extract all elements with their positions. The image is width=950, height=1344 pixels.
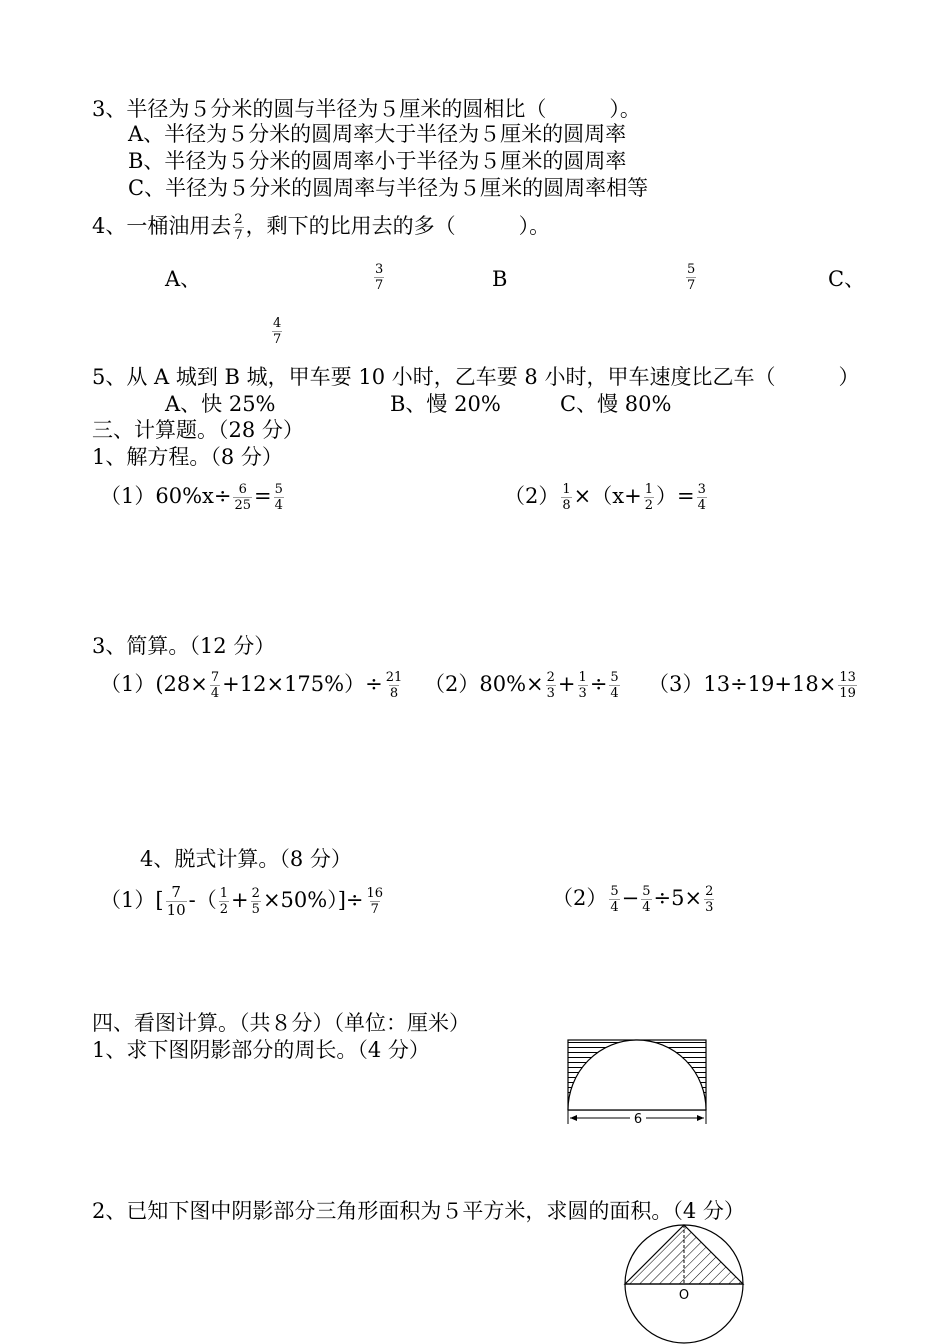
q4-option-a-label: A、 xyxy=(165,267,202,291)
simplify-1: （1）(28× $\frac{7}{4}$ +12×175%）÷ $\frac{21}{8}$ xyxy=(100,670,403,701)
stepwise-1: （1）[ $\frac{7}{10}$ -（ $\frac{1}{2}$ + $\frac{2}{5}$ ×50%）]÷ $\frac{16}{7}$ xyxy=(100,883,384,919)
center-label: O xyxy=(678,1288,690,1303)
figure-circle xyxy=(620,1224,750,1344)
q5-stem: 5、从 A 城到 B 城，甲车要 10 小时，乙车要 8 小时，甲车速度比乙车（ ） xyxy=(92,365,860,389)
q4-option-b-label: B xyxy=(492,267,508,291)
section-4-part-2: 2、已知下图中阴影部分三角形面积为５平方米，求圆的面积。（4 分） xyxy=(92,1199,745,1223)
equation-1: （1）60%x÷ $\frac{6}{25}$ = $\frac{5}{4}$ xyxy=(100,482,283,513)
section-3-part-1: 1、解方程。（8 分） xyxy=(92,445,283,469)
q4-stem xyxy=(92,212,550,243)
q3-option-b: B、半径为５分米的圆周率小于半径为５厘米的圆周率 xyxy=(128,149,627,173)
section-4-part-1: 1、求下图阴影部分的周长。（4 分） xyxy=(92,1038,430,1062)
q4-stem-post: ，剩下的比用去的多（ ）。 xyxy=(245,214,551,238)
section-3-part-4: 4、脱式计算。（8 分） xyxy=(140,847,352,871)
q3-option-c: C、半径为５分米的圆周率与半径为５厘米的圆周率相等 xyxy=(128,176,649,200)
q4-option-a-fraction: $\frac{3}{7}$ xyxy=(375,262,384,293)
q5-option-b: B、慢 20% xyxy=(390,392,501,416)
q5-option-a: A、快 25% xyxy=(165,392,276,416)
simplify-2: （2）80%× $\frac{2}{3}$ + $\frac{1}{3}$ ÷ $\frac{5}{4}$ xyxy=(424,670,619,701)
figure-semicircle xyxy=(560,1030,720,1130)
dimension-label: 6 xyxy=(633,1112,643,1127)
section-4-title: 四、看图计算。（共８分）（单位：厘米） xyxy=(92,1011,470,1035)
equation-2: （2） $\frac{1}{8}$ ×（x+ $\frac{1}{2}$ ）= $\frac{3}{4}$ xyxy=(504,482,706,513)
q3-stem: 3、半径为５分米的圆与半径为５厘米的圆相比（ ）。 xyxy=(92,97,641,121)
section-3-title: 三、计算题。（28 分） xyxy=(92,418,304,442)
q4-option-c-fraction: $\frac{4}{7}$ xyxy=(273,316,282,347)
simplify-3: （3）13÷19+18× $\frac{13}{19}$ xyxy=(648,670,856,701)
q4-option-c-label: C、 xyxy=(828,267,866,291)
q3-option-a: A、半径为５分米的圆周率大于半径为５厘米的圆周率 xyxy=(128,122,627,146)
q5-option-c: C、慢 80% xyxy=(560,392,672,416)
q4-stem-pre: 4、一桶油用去 xyxy=(92,214,232,238)
section-3-part-3: 3、简算。（12 分） xyxy=(92,634,276,658)
stepwise-2: （2） $\frac{5}{4}$ − $\frac{5}{4}$ ÷5× $\frac{2}{3}$ xyxy=(552,884,714,915)
q4-fraction: $\frac{2}{7}$ xyxy=(234,212,243,243)
q4-option-b-fraction: $\frac{5}{7}$ xyxy=(687,262,696,293)
